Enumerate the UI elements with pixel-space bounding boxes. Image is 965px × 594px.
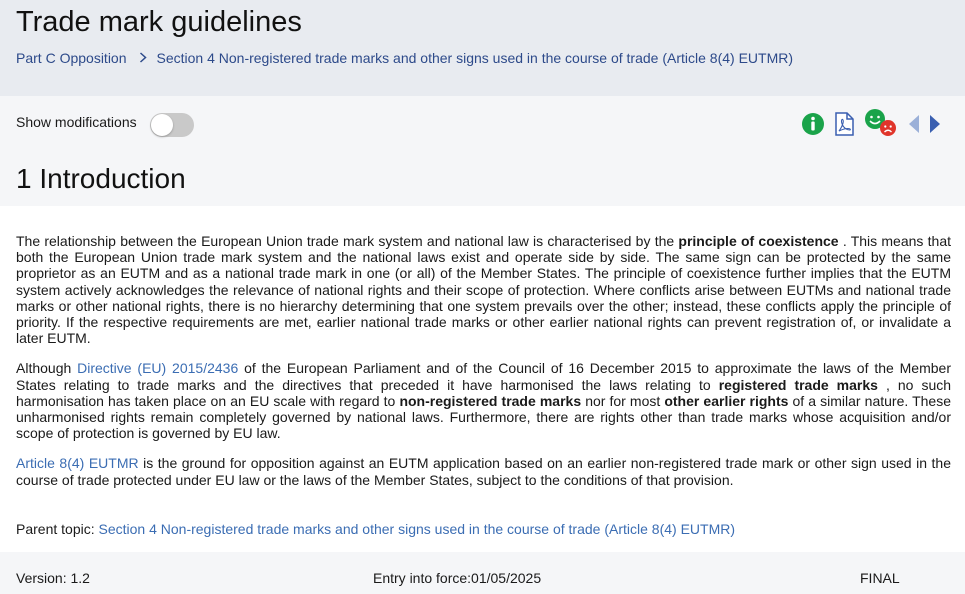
- toolbar: [0, 96, 965, 206]
- article-body: [16, 233, 951, 502]
- breadcrumb: [16, 50, 793, 66]
- bold-term: non-registered trade marks: [399, 392, 582, 409]
- version-label: Version: 1.2: [16, 570, 90, 586]
- info-icon[interactable]: [801, 112, 825, 141]
- toolbar-icons: [801, 112, 951, 138]
- text-span: is the ground for opposition against an EUTM application based on an earlier non-registered trade mark or other sign used in the course of trade protected under EU law or the laws of the Member States, subject to the conditions of that provision.: [16, 455, 951, 488]
- breadcrumb-section-link[interactable]: Section 4 Non-registered trade marks and other signs used in the course of trade (Article 8(4) EUTMR): [156, 50, 794, 66]
- feedback-icon[interactable]: [864, 109, 898, 142]
- chevron-right-icon: [139, 51, 147, 66]
- article-8-4-link[interactable]: Article 8(4) EUTMR: [16, 455, 139, 472]
- breadcrumb-part-link[interactable]: Part C Opposition: [16, 50, 127, 66]
- show-modifications-toggle[interactable]: [150, 113, 194, 137]
- paragraph-2: [16, 360, 951, 441]
- directive-link[interactable]: Directive (EU) 2015/2436: [77, 360, 239, 377]
- section-title: 1 Introduction: [16, 163, 186, 194]
- page-header: [0, 0, 965, 96]
- parent-topic: [16, 521, 735, 537]
- page-title: Trade mark guidelines: [16, 6, 302, 38]
- parent-topic-link[interactable]: Section 4 Non-registered trade marks and other signs used in the course of trade (Article 8(4) EUTMR): [98, 521, 736, 537]
- paragraph-3: [16, 455, 951, 487]
- entry-into-force-label: Entry into force:01/05/2025: [373, 570, 542, 586]
- previous-icon[interactable]: [907, 113, 921, 140]
- text-span: , no such harmonisation has taken place on an EU scale with regard to: [16, 376, 952, 409]
- text-span: of the European Parliament and of the Council of 16 December 2015 to approximate the laws of the Member States relating to trade marks and the directives that preceded it have harmonised the laws relating to: [16, 360, 951, 393]
- text-span: . This means that both the European Union trade mark system and the national laws exist and operate side by side. The same sign can be protected by the same proprietor as an EUTM and as a national trade mark in one (or all) of the Member States. The principle of coexistence further implies that the EUTM system actively acknowledges the relevance of national rights and their scope of protection. Where conflicts arise between EUTMs and national trade marks or other national rights, there is no hierarchy determining that one system prevails over the other; instead, these conflicts apply the principle of priority. If the respective requirements are met, earlier national trade marks or other earlier national rights can prevent registration of, or invalidate a later EUTM.: [16, 233, 952, 347]
- show-modifications-label: Show modifications: [16, 114, 137, 130]
- text-span: The relationship between the European Union trade mark system and national law is characterised by the: [16, 233, 679, 249]
- bold-term: other earlier rights: [664, 392, 789, 409]
- text-span: Although: [16, 360, 78, 377]
- bold-term: registered trade marks: [718, 376, 878, 393]
- text-span: nor for most: [581, 392, 665, 409]
- next-icon[interactable]: [928, 113, 942, 140]
- text-span: of a similar nature. These unharmonised rights remain completely governed by national laws. Furthermore, there are rights other than trade marks whose acquisition and/or scope of protection is governed by EU law.: [16, 392, 951, 442]
- pdf-icon[interactable]: [833, 112, 855, 141]
- page-footer: [0, 552, 965, 594]
- paragraph-1: [16, 233, 951, 346]
- bold-term: principle of coexistence: [678, 233, 839, 249]
- parent-topic-label: Parent topic:: [16, 521, 99, 537]
- status-label: FINAL: [860, 570, 900, 586]
- toggle-knob: [151, 114, 173, 136]
- show-modifications-control: [16, 114, 137, 130]
